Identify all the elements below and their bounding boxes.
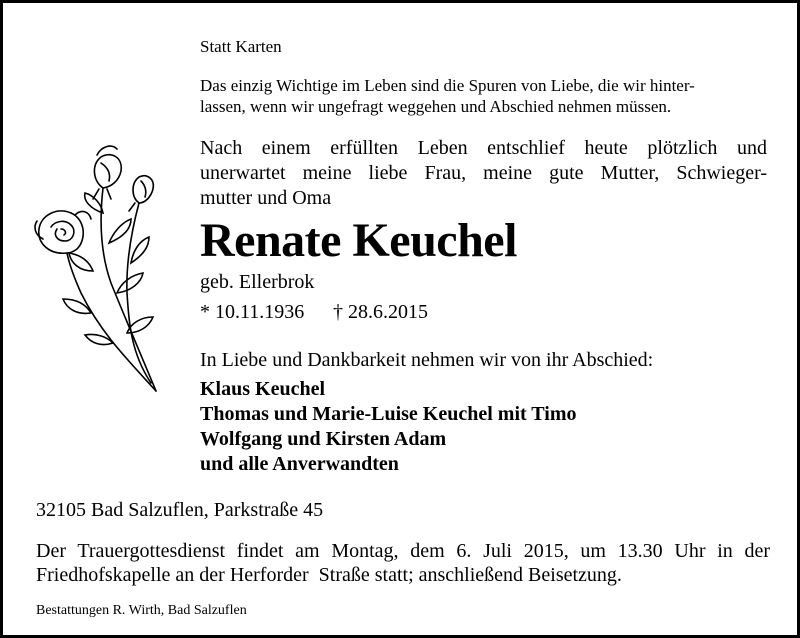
birth-date: * 10.11.1936 (200, 301, 305, 323)
mourner-name: Wolfgang und Kirsten Adam (200, 428, 447, 450)
intro-line-3: mutter und Oma (200, 187, 332, 209)
mourner-name: Thomas und Marie-Luise Keuchel mit Timo (200, 403, 577, 425)
mourner-name: Klaus Keuchel (200, 378, 326, 400)
maiden-name: geb. Ellerbrok (200, 271, 315, 293)
rose-icon (31, 143, 171, 393)
service-line-2: Friedhofskapelle an der Herforder Straße statt; anschließend Beisetzung. (36, 564, 622, 586)
farewell-text: In Liebe und Dankbarkeit nehmen wir von ihr Abschied: (200, 349, 654, 371)
quote-line-1: Das einzig Wichtige im Leben sind die Spuren von Liebe, die wir hinter- (200, 76, 695, 95)
intro-line-1: Nach einem erfüllten Leben entschlief heute plötzlich und (200, 137, 767, 159)
funeral-home-text: Bestattungen R. Wirth, Bad Salzuflen (36, 603, 247, 618)
service-line-1: Der Trauergottesdienst findet am Montag, dem 6. Juli 2015, um 13.30 Uhr in der (36, 540, 770, 562)
mourner-name: und alle Anverwandten (200, 453, 399, 475)
quote-line-2: lassen, wenn wir ungefragt weggehen und Abschied nehmen müssen. (200, 97, 672, 116)
statt-karten-text: Statt Karten (200, 37, 282, 56)
intro-line-2: unerwartet meine liebe Frau, meine gute Mutter, Schwieger- (200, 162, 767, 184)
death-date: † 28.6.2015 (333, 301, 428, 323)
address-text: 32105 Bad Salzuflen, Parkstraße 45 (36, 499, 324, 521)
deceased-name: Renate Keuchel (200, 214, 517, 267)
